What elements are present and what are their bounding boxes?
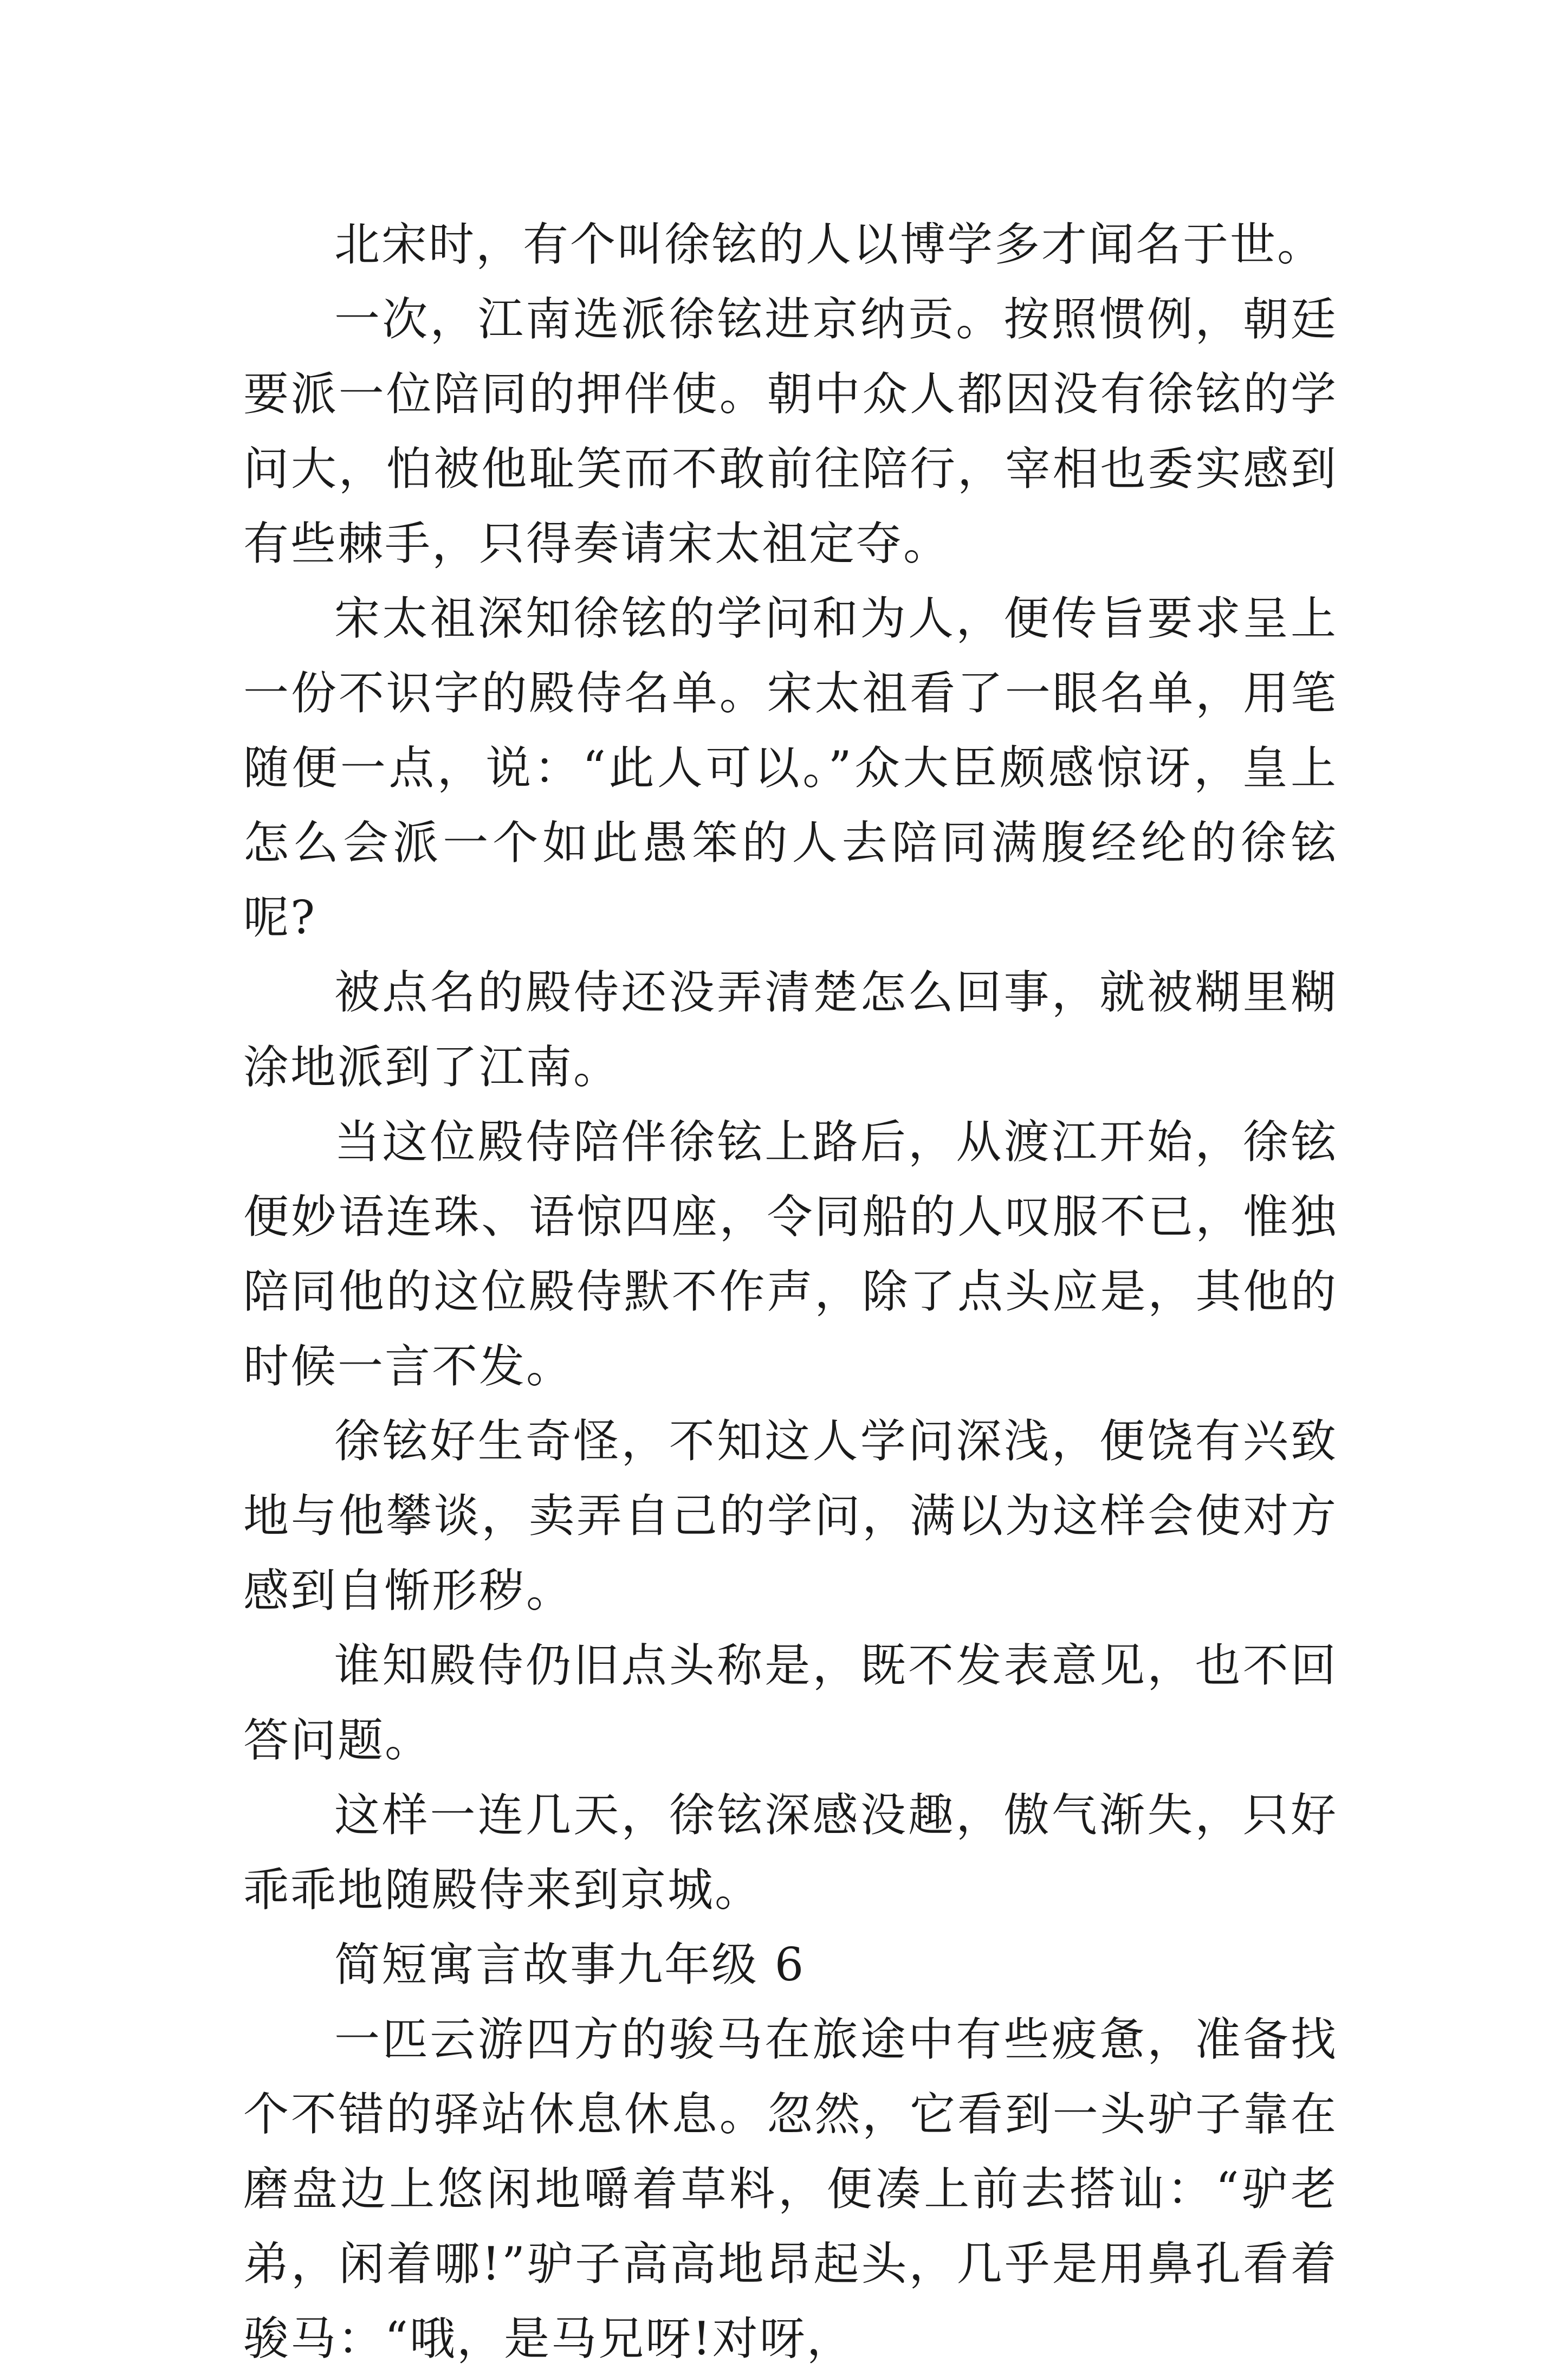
paragraph: 当这位殿侍陪伴徐铉上路后，从渡江开始，徐铉便妙语连珠、语惊四座，令同船的人叹服不已，惟独陪同他的这位殿侍默不作声，除了点头应是，其他的时候一言不发。 <box>243 1115 1338 1393</box>
paragraph: 这样一连几天，徐铉深感没趣，傲气渐失，只好乖乖地随殿侍来到京城。 <box>243 1789 1338 1916</box>
paragraph: 谁知殿侍仍旧点头称是，既不发表意见，也不回答问题。 <box>243 1639 1338 1767</box>
paragraph: 一匹云游四方的骏马在旅途中有些疲惫，准备找个不错的驿站休息休息。忽然，它看到一头驴子靠在磨盘边上悠闲地嚼着草料，便凑上前去搭讪：“驴老弟，闲着哪!”驴子高高地昂起头，几乎是用鼻孔看着骏马：“哦，是马兄呀!对呀， <box>243 2013 1338 2365</box>
paragraph: 一次，江南选派徐铉进京纳贡。按照惯例，朝廷要派一位陪同的押伴使。朝中众人都因没有徐铉的学问大，怕被他耻笑而不敢前往陪行，宰相也委实感到有些棘手，只得奏请宋太祖定夺。 <box>243 293 1338 570</box>
document-body <box>243 207 1338 2376</box>
paragraph: 宋太祖深知徐铉的学问和为人，便传旨要求呈上一份不识字的殿侍名单。宋太祖看了一眼名单，用笔随便一点，说：“此人可以。”众大臣颇感惊讶，皇上怎么会派一个如此愚笨的人去陪同满腹经纶的徐铉呢? <box>243 592 1338 944</box>
paragraph: 北宋时，有个叫徐铉的人以博学多才闻名于世。 <box>334 218 1325 271</box>
section-heading: 简短寓言故事九年级 6 <box>334 1938 806 1991</box>
paragraph: 徐铉好生奇怪，不知这人学问深浅，便饶有兴致地与他攀谈，卖弄自己的学问，满以为这样会使对方感到自惭形秽。 <box>243 1415 1338 1617</box>
paragraph: 被点名的殿侍还没弄清楚怎么回事，就被糊里糊涂地派到了江南。 <box>243 966 1338 1094</box>
